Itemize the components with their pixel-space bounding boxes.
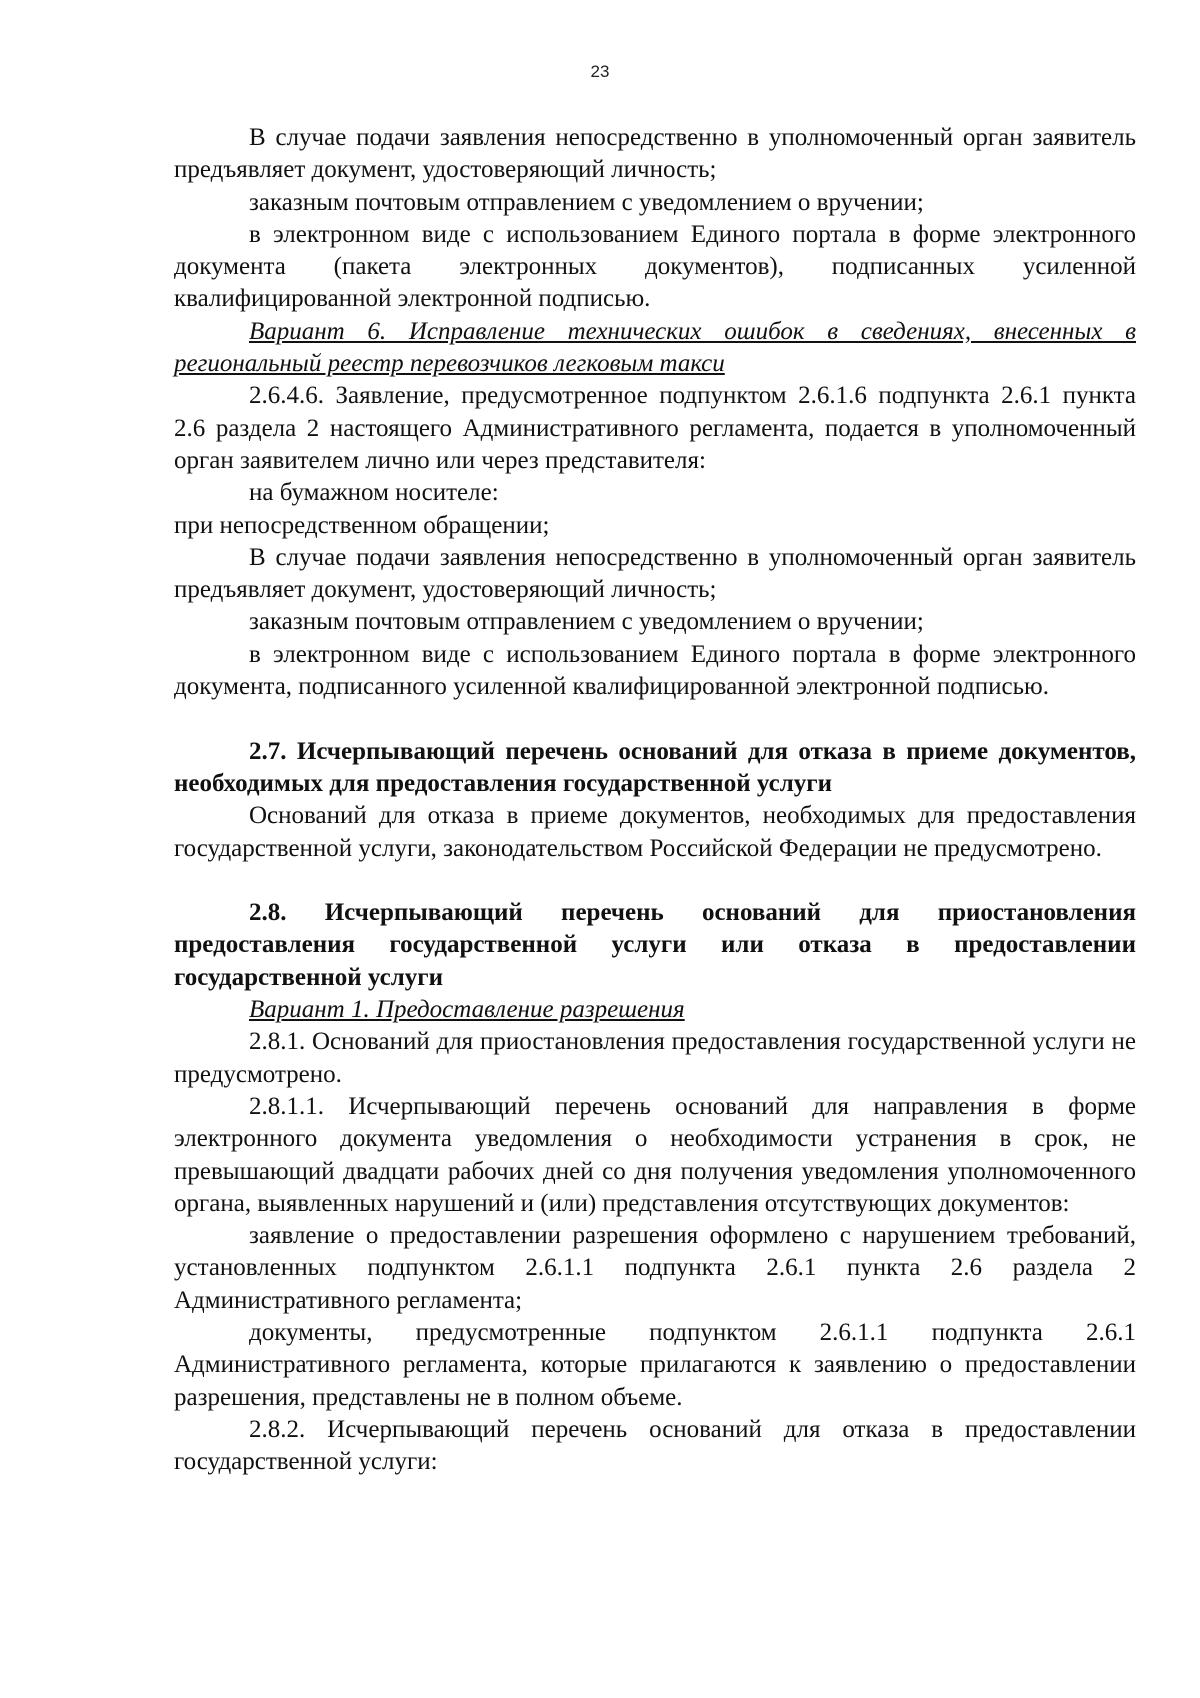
paragraph: 2.6.4.6. Заявление, предусмотренное подпунктом 2.6.1.6 подпункта 2.6.1 пункта 2.6 раздела 2 настоящего Административного регламента, подается в уполномоченный орган заявителем лично или через представителя: — [174, 382, 1136, 474]
page-number: 23 — [590, 62, 610, 81]
section-heading: 2.7. Исчерпывающий перечень оснований для отказа в приеме документов, необходимых для предоставления государственной услуги — [174, 737, 1136, 797]
paragraph: документы, предусмотренные подпунктом 2.6.1.1 подпункта 2.6.1 Административного регламента, которые прилагаются к заявлению о предоставлении разрешения, представлены не в полном объеме. — [174, 1318, 1136, 1411]
paragraph: 2.8.1.1. Исчерпывающий перечень оснований для направления в форме электронного документа уведомления о необходимости устранения в срок, не превышающий двадцати рабочих дней со дня получения уведомления уполномоченного органа, выявленных нарушений и (или) представления отсутствующих документов: — [174, 1092, 1136, 1217]
paragraph: 2.8.2. Исчерпывающий перечень оснований для отказа в предоставлении государственной услуги: — [174, 1415, 1136, 1476]
paragraph: В случае подачи заявления непосредственно в уполномоченный орган заявитель предъявляет документ, удостоверяющий личность; — [174, 543, 1136, 604]
section-spacer — [174, 865, 1136, 897]
paragraph: 2.8.1. Оснований для приостановления предоставления государственной услуги не предусмотрено. — [174, 1028, 1136, 1088]
paragraph: в электронном виде с использованием Единого портала в форме электронного документа (пакета электронных документов), подписанных усиленной квалифицированной электронной подписью. — [174, 220, 1136, 313]
section-heading: 2.8. Исчерпывающий перечень оснований для приостановления предоставления государственной услуги или отказа в предоставлении государственной услуги — [174, 899, 1136, 991]
paragraph: заказным почтовым отправлением с уведомлением о вручении; — [249, 188, 924, 216]
variant-heading: Вариант 6. Исправление технических ошибок в сведениях, внесенных в региональный реестр перевозчиков легковым такси — [174, 317, 1136, 378]
document-body — [174, 122, 1136, 1478]
section-spacer — [174, 703, 1136, 735]
paragraph: заявление о предоставлении разрешения оформлено с нарушением требований, установленных подпунктом 2.6.1.1 подпункта 2.6.1 пункта 2.6 раздела 2 Административного регламента; — [174, 1222, 1136, 1314]
paragraph: В случае подачи заявления непосредственно в уполномоченный орган заявитель предъявляет документ, удостоверяющий личность; — [174, 124, 1136, 184]
paragraph: заказным почтовым отправлением с уведомлением о вручении; — [249, 608, 924, 636]
paragraph: в электронном виде с использованием Единого портала в форме электронного документа, подписанного усиленной квалифицированной электронной подписью. — [174, 640, 1136, 701]
paragraph: Оснований для отказа в приеме документов, необходимых для предоставления государственной услуги, законодательством Российской Федерации не предусмотрено. — [174, 802, 1136, 862]
paragraph: при непосредственном обращении; — [174, 511, 550, 539]
variant-heading: Вариант 1. Предоставление разрешения — [249, 996, 685, 1024]
paragraph: на бумажном носителе: — [249, 479, 499, 507]
